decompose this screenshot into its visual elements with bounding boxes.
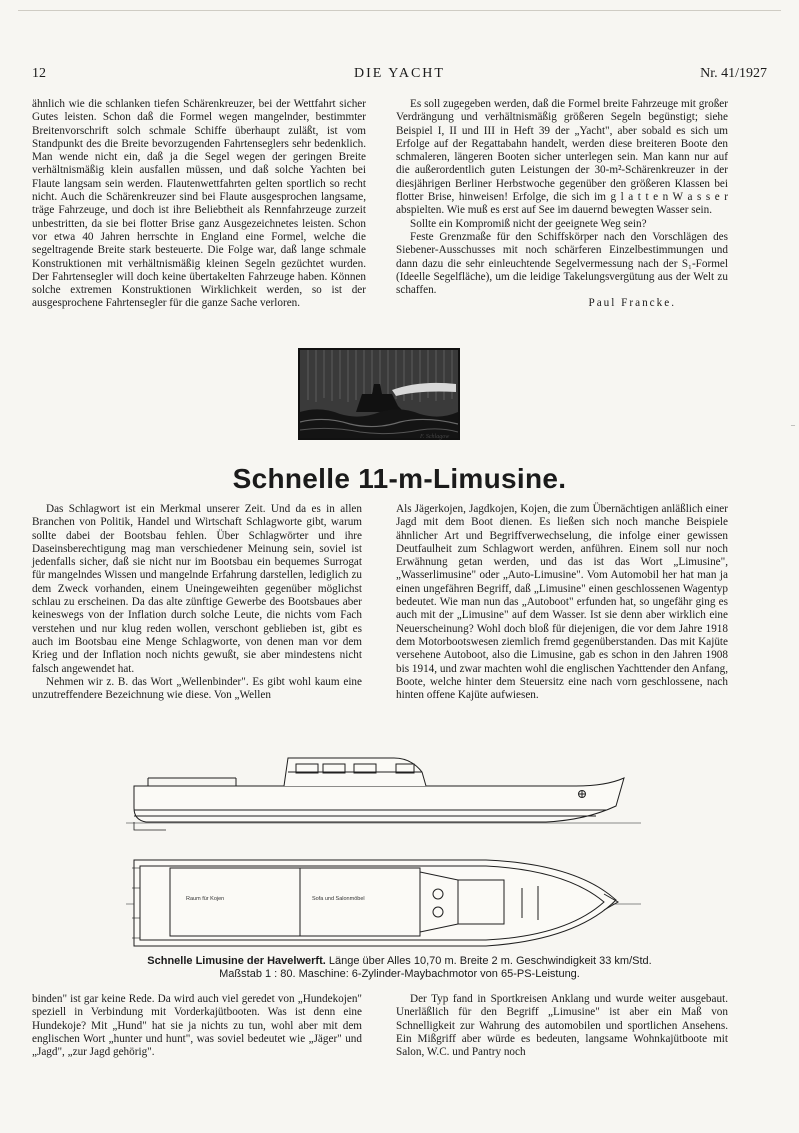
page-edge-mark: –: [791, 420, 795, 429]
article-left-column: [32, 503, 362, 702]
bottom-left-column: [32, 993, 362, 1059]
journal-title: DIE YACHT: [354, 66, 445, 81]
ship-vignette-illustration: [298, 348, 460, 440]
article-title: Schnelle 11-m-Limusine.: [232, 463, 567, 494]
caption-line1: Länge über Alles 10,70 m. Breite 2 m. Geschwindigkeit 33 km/Std.: [328, 955, 652, 967]
top-right-column: [396, 98, 728, 311]
paragraph: ähnlich wie die schlanken tiefen Schärenkreuzer, bei der Wettfahrt sicher Gutes leisten. Schon daß die Formel wegen mangelnder, bestimmter Breitenvorschrift solch schmale Schiffe überhaupt zuläßt, ist vom Standpunkt des die Breite bevorzugenden Fahrtenseglers sehr bedenklich. Man wende nicht ein, daß ja die Segel wegen der geringen Breite verhältnismäßig klein ausfallen müssen, und daß solche Yachten bei Flaute langsam sein werden. Flautenwettfahrten gelten sportlich so recht nicht. Auch die Schärenkreuzer sind bei Flaute ausgesprochen langsame, träge Fahrzeuge, und doch ist ihre Beliebtheit als Rennfahrzeuge zurzeit unbestritten, da sie bei flotter Brise ganz Ausgezeichnetes leisten. Schon vor etwa 40 Jahren herrschte in England eine Formel, welche die segeltragende Breite stark besteuerte. Die Folge war, daß lange schmale Konstruktionen mit verhältnismäßig kleinen Segeln gezüchtet wurden. Der Fahrtensegler will doch keine übertakelten Fahrzeuge haben. Können solche extremen Konstruktionen Wirklichkeit werden, so ist der ausgesprochene Fahrtensegler für die ganze Sache verloren.: [32, 98, 366, 310]
figure-caption: [100, 955, 699, 981]
paragraph: Der Typ fand in Sportkreisen Anklang und wurde weiter ausgebaut. Unerläßlich für den Begriff „Limusine" ist aber ein Maß von Schnelligkeit zur Wahrung des automobilen und sportlichen Ansehens. Ein Mißgriff aber würde es bedeuten, langsame Wohnkajütboote mit Salon, W.C. und Pantry noch: [396, 993, 728, 1059]
scan-edge-line: [18, 10, 781, 11]
paragraph: Es soll zugegeben werden, daß die Formel breite Fahrzeuge mit großer Verdrängung und verhältnismäßig größeren Segeln begünstigt; siehe Beispiel I, II und III in Heft 39 der „Yacht", aber sobald es sich um Erfolge auf der Regattabahn handelt, werden diese breiteren Boote den schmaleren, längeren Booten sicher unterlegen sein. Man kann nur auf die außerordentlich guten Leistungen der 30-m²-Schärenkreuzer in der diesjährigen Berliner Herbstwoche gegenüber den größeren Klassen bei flotter Brise, hinweisen! Erfolge, die sich im g l a t t e n W a s s e r abspielten. Wie muß es erst auf See im dauernd bewegten Wasser sein.: [396, 98, 728, 217]
paragraph: binden" ist gar keine Rede. Da wird auch viel geredet von „Hundekojen" speziell in Verbindung mit Vorderkajütbooten. Was ist denn eine Hundekoje? Mit „Hund" hat sie ja nichts zu tun, wohl aber mit dem englischen Wort „hunter und hunt", was soviel bedeutet wie „Jäger" und „Jagd", „zur Jagd gehörig".: [32, 993, 362, 1059]
issue-number: Nr. 41/1927: [700, 66, 767, 81]
vignette-artist-signature: F. Schlagow: [420, 434, 450, 440]
paragraph: Feste Grenzmaße für den Schiffskörper nach den Vorschlägen des Siebener-Ausschusses mit noch schärferen Einzelbestimmungen und dann dazu die sehr einleuchtende Segelvermessung nach der S₁-Formel (Ideelle Segelfläche), um die leidige Takelungsvergütung aus der Welt zu schaffen.: [396, 230, 728, 297]
paragraph: Sollte ein Kompromiß nicht der geeignete Weg sein?: [410, 217, 647, 230]
boat-plan-drawing: [126, 748, 646, 948]
page-number: 12: [32, 66, 46, 81]
paragraph: Nehmen wir z. B. das Wort „Wellenbinder". Es gibt wohl kaum eine unzutreffendere Bezeichnung wie diese. Von „Wellen: [32, 675, 362, 702]
page-header: [32, 66, 767, 86]
steamship-at-sea-image: [300, 350, 458, 438]
drawing-label-cabin-right: Sofa und Salonmöbel: [312, 896, 365, 902]
bottom-right-column: [396, 993, 728, 1059]
author-signature: Paul Francke.: [588, 297, 676, 310]
caption-bold: Schnelle Limusine der Havelwerft.: [147, 955, 326, 967]
article-right-column: [396, 503, 728, 702]
drawing-label-cabin-left: Raum für Kojen: [186, 896, 225, 902]
paragraph: Das Schlagwort ist ein Merkmal unserer Zeit. Und da es in allen Branchen von Politik, Handel und Wirtschaft Schlagworte gibt, warum sollte dabei der Bootsbau fehlen. Über Schlagwörter und ihre Daseinsberechtigung mag man verschiedener Meinung sein, soviel ist jedenfalls sicher, daß sie nicht nur im Bootsbau ein bequemes Surrogat für mangelndes Wissen und mangelnde Erfahrung darstellen, lediglich zu dem Zweck vorhanden, einem Uneingeweihten gegenüber möglichst schlau zu erscheinen. Da das alte zünftige Gewerbe des Bootsbaues aber keineswegs von der Inflation durch solche Leute, die nichts vom Fach verstehen und nur klug reden wollen, verschont geblieben ist, gibt es auch im Bootsbau eine Menge Schlagworte, von denen man vor dem Krieg und der Inflation noch nichts gewußt, sie aber mindestens nicht falsch angewendet hat.: [32, 503, 362, 675]
top-left-column: [32, 98, 366, 311]
caption-line2: Maßstab 1 : 80. Maschine: 6-Zylinder-Maybachmotor von 65-PS-Leistung.: [219, 968, 580, 980]
paragraph: Als Jägerkojen, Jagdkojen, Kojen, die zum Übernächtigen anläßlich einer Jagd mit dem Boot dienen. Es ließen sich noch manche Beispiele ähnlicher Art und Begriffverwechselung, die infolge einer gewissen Deutfaulheit zum Schlagwort werden, anführen. Einem soll nur noch Erwähnung getan werden, und das ist das Wort „Limusine", „Wasserlimusine" oder „Auto-Limusine". Vom Automobil her hat man ja einen ungefähren Begriff, daß „Limusine" einen geschlossenen Wagentyp bedeutet. Wie man nun das „Autoboot" erfunden hat, so ungefähr ging es auch mit der „Limusine" auf dem Wasser. Ist sie denn aber wirklich eine Neuerscheinung? Wohl doch bloß für diejenigen, die vor dem Jahre 1918 dem Motorbootswesen ziemlich fremd gegenüberstanden. Das mit Kajüte versehene Autoboot, also die Limusine, gab es schon in den Jahren 1908 bis 1914, und zwar machten wohl die englischen Yachttender den Anfang, Boote, welche hinter dem Steuersitz eine nach vorn geschlossene, nach hinten offene Kajüte aufwiesen.: [396, 503, 728, 702]
